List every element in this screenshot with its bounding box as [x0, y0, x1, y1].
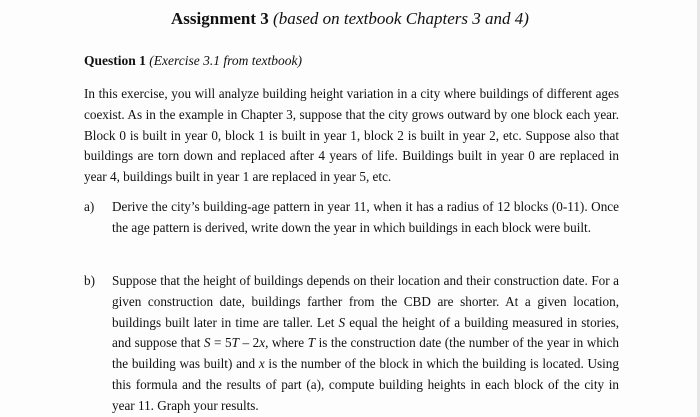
var-x: x — [259, 335, 266, 351]
part-b-text-3: = 5 — [210, 335, 232, 351]
var-t: T — [231, 335, 239, 351]
assignment-title — [0, 8, 700, 30]
question-label: Question 1 — [84, 53, 146, 68]
part-b-text-2: equal the height of a building measured in stories, and suppose that — [112, 314, 619, 351]
part-b-text-7: is the number of the block in which the building is located. Using this formula and the results of part (a), compute building heights in each block of the city in year 11. Graph your results. — [112, 356, 619, 413]
part-b-text-6: is the construction date (the number of the year in which the building was built) and — [112, 335, 620, 372]
title-bold: Assignment 3 — [171, 9, 269, 28]
part-b-text — [112, 271, 619, 417]
part-b-text-5: , where — [265, 335, 308, 351]
var-s: S — [203, 335, 211, 351]
var-s: S — [338, 314, 346, 330]
part-b-text-4: – 2 — [238, 335, 260, 351]
part-a-label: a) — [84, 199, 95, 214]
title-subtitle: (based on textbook Chapters 3 and 4) — [273, 9, 529, 28]
var-t: T — [307, 335, 316, 351]
question-source: (Exercise 3.1 from textbook) — [149, 53, 302, 68]
question-intro-paragraph: In this exercise, you will analyze building height variation in a city where buildings of different ages coexist. As in the example in Chapter 3, suppose that the city grows outward by one block each year. Block 0 is built in year 0, block 1 is built in year 1, block 2 is built in year 2, etc. Suppose also that buildings are torn down and replaced after 4 years of life. Buildings built in year 0 are replaced in year 4, buildings built in year 1 are replaced in year 5, etc. — [84, 86, 619, 185]
var-x: x — [258, 356, 265, 372]
part-b-text-1: Suppose that the height of buildings depends on their location and their construction date. For a given construction date, buildings farther from the CBD are shorter. At a given location, buildings built later in time are taller. Let — [112, 273, 619, 330]
question-heading — [84, 52, 302, 70]
part-a-text: Derive the city’s building-age pattern in year 11, when it has a radius of 12 blocks (0-11). Once the age pattern is derived, write down the year in which buildings in each block were built. — [112, 199, 619, 235]
part-b-label: b) — [84, 273, 95, 288]
